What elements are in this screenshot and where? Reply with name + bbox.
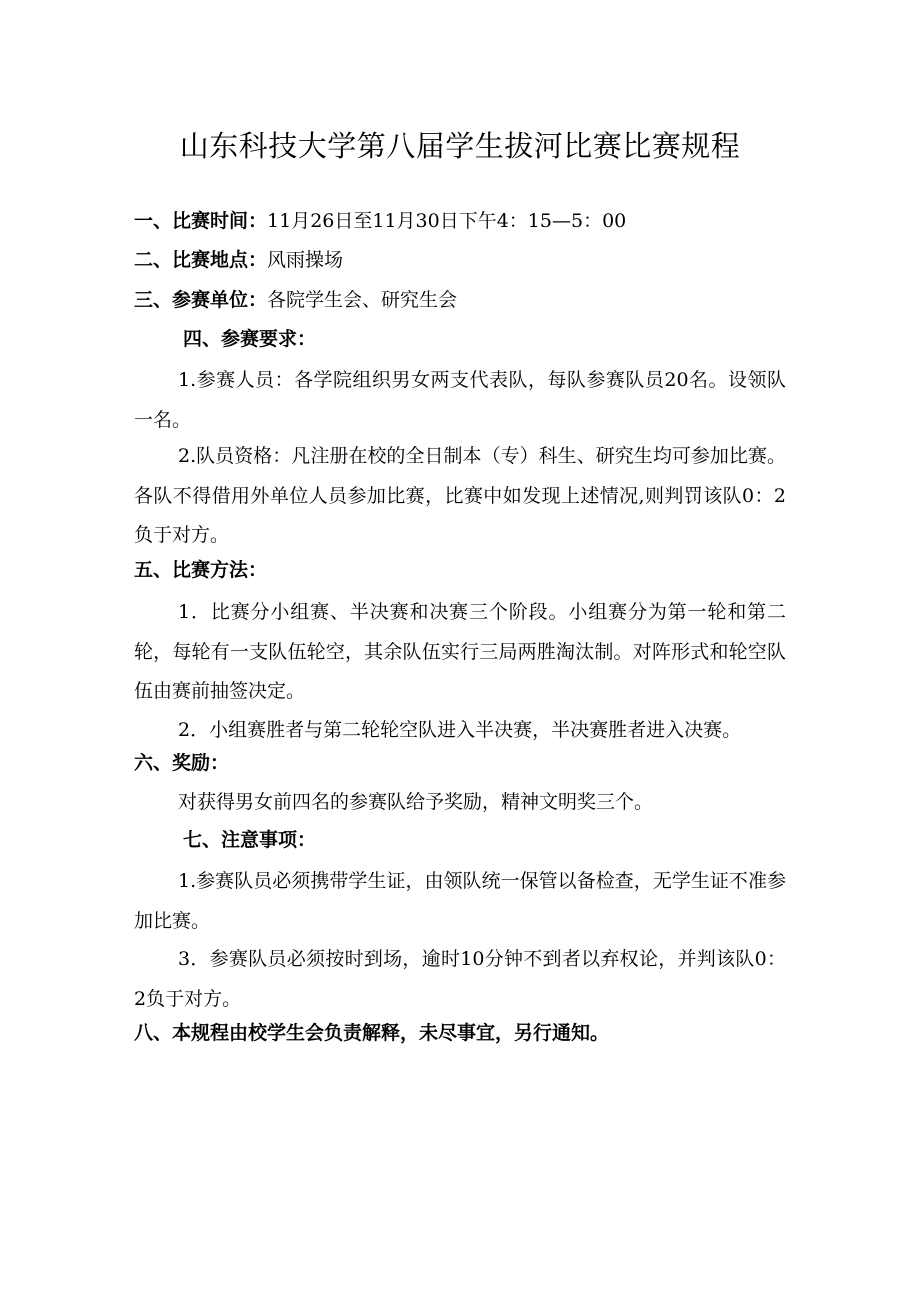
section-7-paragraph-1: 1.参赛队员必须携带学生证，由领队统一保管以备检查，无学生证不准参加比赛。	[134, 870, 786, 932]
section-4-paragraph-2: 2.队员资格：凡注册在校的全日制本（专）科生、研究生均可参加比赛。各队不得借用外单位人员参加比赛，比赛中如发现上述情况,则判罚该队0：2负于对方。	[134, 445, 786, 546]
section-5-paragraph-1: 1．比赛分小组赛、半决赛和决赛三个阶段。小组赛分为第一轮和第二轮，每轮有一支队伍轮空，其余队伍实行三局两胜淘汰制。对阵形式和轮空队伍由赛前抽签决定。	[134, 601, 786, 702]
section-2-heading: 二、比赛地点：	[134, 249, 268, 271]
section-7-heading: 七、注意事项：	[183, 829, 317, 851]
section-6-paragraph: 对获得男女前四名的参赛队给予奖励，精神文明奖三个。	[178, 791, 654, 813]
section-3-units	[134, 286, 789, 314]
section-8-closing: 八、本规程由校学生会负责解释，未尽事宜，另行通知。	[134, 1022, 610, 1044]
document-title: 山东科技大学第八届学生拔河比赛比赛规程	[179, 129, 741, 163]
section-4-paragraph-1: 1.参赛人员：各学院组织男女两支代表队，每队参赛队员20名。设领队一名。	[134, 369, 786, 431]
section-3-heading: 三、参赛单位：	[134, 289, 268, 311]
section-4-heading: 四、参赛要求：	[183, 328, 317, 350]
section-6-heading: 六、奖励：	[134, 752, 230, 774]
section-2-venue	[134, 246, 789, 274]
section-1-heading: 一、比赛时间：	[134, 210, 268, 232]
section-7-paragraph-2: 3．参赛队员必须按时到场，逾时10分钟不到者以弃权论，并判该队0：2负于对方。	[134, 948, 786, 1010]
section-3-value: 各院学生会、研究生会	[267, 289, 458, 311]
section-2-value: 风雨操场	[267, 249, 344, 271]
section-1-value: 11月26日至11月30日下午4：15—5：00	[267, 210, 627, 232]
section-5-paragraph-2: 2．小组赛胜者与第二轮轮空队进入半决赛，半决赛胜者进入决赛。	[178, 719, 742, 741]
section-5-heading: 五、比赛方法：	[134, 559, 268, 581]
section-1-time	[134, 207, 789, 235]
